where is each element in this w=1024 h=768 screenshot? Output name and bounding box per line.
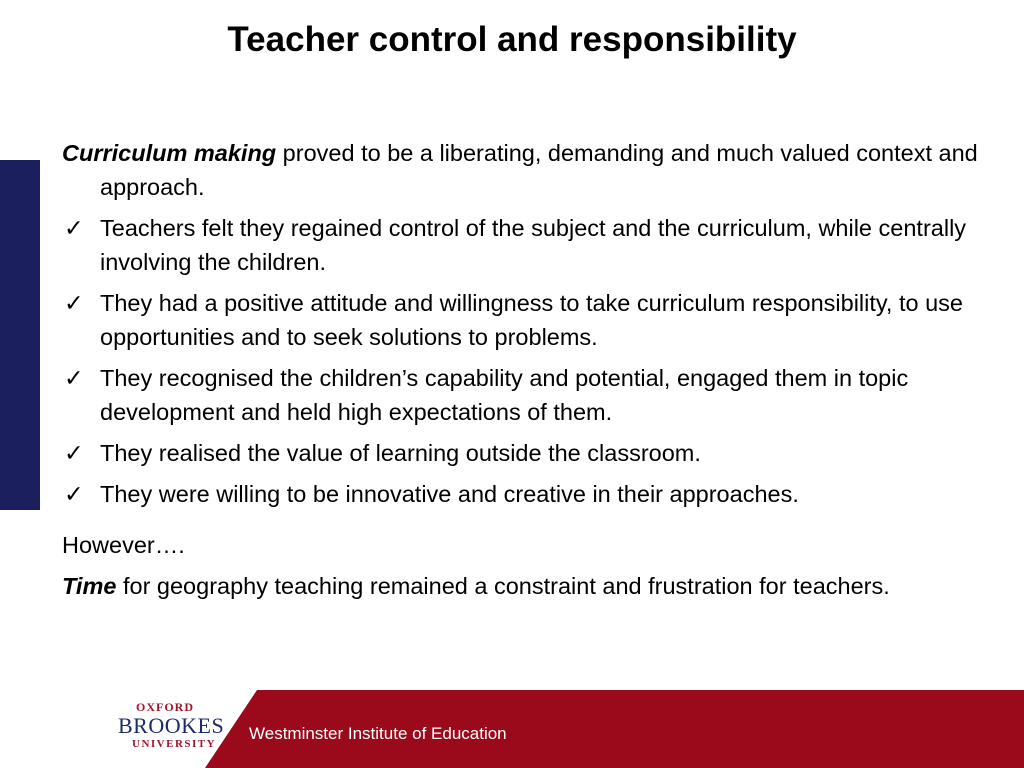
bullet-item xyxy=(62,436,1020,470)
bullet-text: They recognised the children’s capability and potential, engaged them in topic development and held high expectations of them. xyxy=(100,365,909,425)
spacer xyxy=(62,518,1020,528)
checkmark-icon: ✓ xyxy=(64,215,84,241)
checkmark-icon: ✓ xyxy=(64,290,84,316)
logo-line-university: UNIVERSITY xyxy=(132,738,217,750)
bullet-text: Teachers felt they regained control of the subject and the curriculum, while centrally involving the children. xyxy=(100,215,967,275)
closing-paragraph xyxy=(62,569,1020,603)
institute-name: Westminster Institute of Education xyxy=(249,724,507,743)
bullet-item xyxy=(62,361,1020,429)
slide-body xyxy=(62,136,1020,610)
checkmark-icon: ✓ xyxy=(64,440,84,466)
bullet-item xyxy=(62,286,1020,354)
bullet-text: They realised the value of learning outside the classroom. xyxy=(100,440,701,466)
logo-line-oxford: OXFORD xyxy=(136,700,194,714)
intro-lead: Curriculum making xyxy=(62,140,277,166)
however-text: However…. xyxy=(62,532,185,558)
checkmark-icon: ✓ xyxy=(64,481,84,507)
bullet-text: They had a positive attitude and willingness to take curriculum responsibility, to use opportunities and to seek solutions to problems. xyxy=(100,290,963,350)
slide-title: Teacher control and responsibility xyxy=(227,20,797,59)
footer-bar xyxy=(0,690,1024,768)
closing-text: for geography teaching remained a constraint and frustration for teachers. xyxy=(116,573,890,599)
intro-paragraph xyxy=(62,136,1020,204)
closing-lead: Time xyxy=(62,573,117,599)
intro-text: proved to be a liberating, demanding and much valued context and approach. xyxy=(100,140,978,200)
left-accent-band xyxy=(0,160,40,510)
logo-line-brookes: BROOKES xyxy=(118,713,225,738)
bullet-item xyxy=(62,211,1020,279)
oxford-brookes-logo xyxy=(112,700,228,756)
bullet-text: They were willing to be innovative and creative in their approaches. xyxy=(100,481,799,507)
bullet-item xyxy=(62,477,1020,511)
checkmark-icon: ✓ xyxy=(64,365,84,391)
